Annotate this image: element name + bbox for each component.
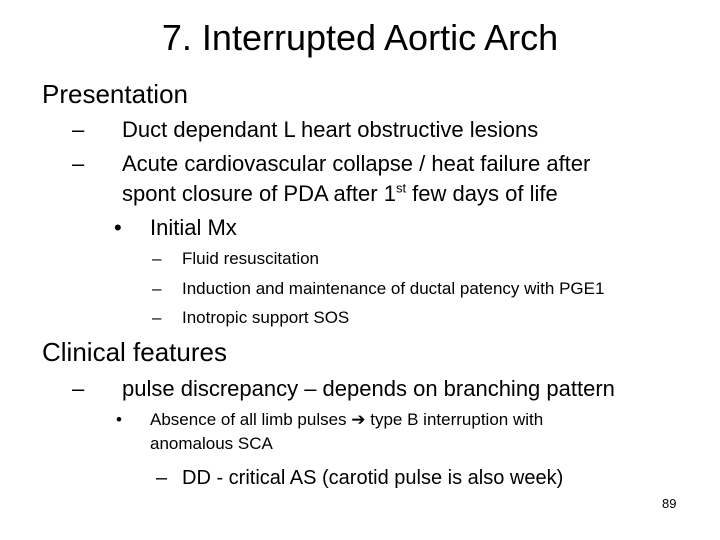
dash-marker: – [152, 249, 162, 268]
dash-marker: – [72, 151, 85, 176]
dash-marker: – [156, 467, 168, 489]
clinical-bullet-line-2: anomalous SCA [150, 434, 273, 453]
presentation-item-1: Duct dependant L heart obstructive lesions [122, 117, 539, 142]
dash-marker: – [72, 376, 85, 401]
section-heading-presentation: Presentation [42, 79, 188, 109]
mx-item-2: Induction and maintenance of ductal patency with PGE1 [182, 279, 605, 298]
clinical-bullet-line-1: Absence of all limb pulses ➔ type B interruption with [150, 408, 543, 432]
clinical-item-pulse-discrepancy: pulse discrepancy – depends on branching pattern [122, 376, 615, 401]
clinical-dd-item: DD - critical AS (carotid pulse is also week) [182, 467, 564, 489]
bullet-marker: • [116, 410, 122, 429]
bullet-marker: • [114, 215, 122, 240]
presentation-item-2-line-1: Acute cardiovascular collapse / heat failure after [122, 151, 591, 176]
right-arrow-icon: ➔ [351, 410, 366, 429]
page-number: 89 [662, 496, 677, 511]
mx-item-3: Inotropic support SOS [182, 308, 350, 327]
dash-marker: – [152, 308, 162, 327]
mx-item-1: Fluid resuscitation [182, 249, 320, 268]
dash-marker: – [152, 279, 162, 298]
dash-marker: – [72, 117, 85, 142]
sub-bullet-initial-mx: Initial Mx [150, 215, 237, 240]
slide-title: 7. Interrupted Aortic Arch [161, 17, 559, 58]
section-heading-clinical-features: Clinical features [42, 337, 227, 367]
presentation-item-2-line-2: spont closure of PDA after 1st few days of life [122, 180, 558, 206]
superscript-st: st [395, 180, 407, 196]
